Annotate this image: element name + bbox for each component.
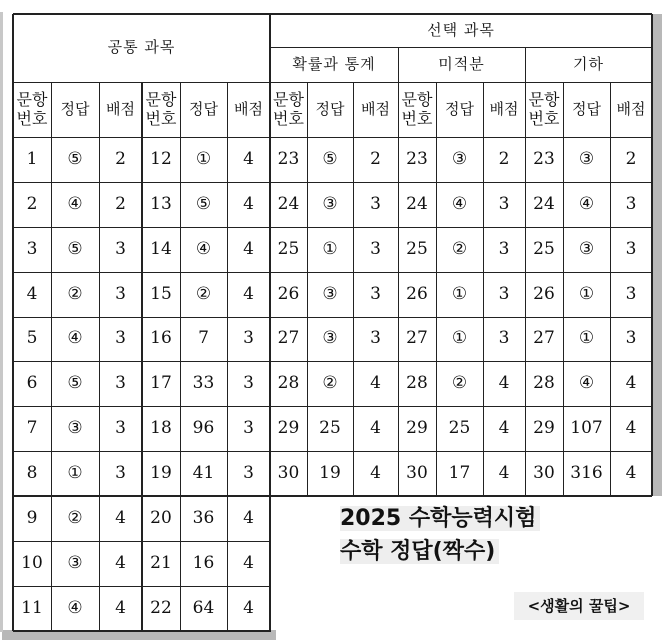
score-cell: 2 [370, 148, 381, 169]
question-number: 15 [150, 283, 172, 304]
score-cell: 4 [498, 417, 510, 438]
col-header-score: 배점 [106, 99, 135, 118]
answer-cell: ③ [322, 283, 338, 304]
score-cell: 3 [243, 372, 254, 393]
answer-cell: ④ [195, 238, 212, 259]
score-cell: 4 [370, 372, 381, 393]
score-cell: 3 [625, 283, 637, 304]
header-common: 공통 과목 [107, 38, 176, 57]
col-header-number-part: 번호 [528, 108, 560, 128]
answer-cell: ③ [578, 238, 595, 259]
score-cell: 4 [243, 283, 254, 304]
h-rule [13, 227, 652, 228]
score-cell: 4 [498, 462, 510, 483]
score-cell: 4 [243, 238, 254, 259]
score-cell: 3 [243, 417, 254, 438]
answer-cell: 25 [319, 417, 341, 438]
score-cell: 2 [498, 148, 510, 169]
table-left-rule [12, 14, 14, 631]
question-number: 25 [533, 238, 555, 259]
question-number: 30 [406, 462, 428, 483]
header-elective: 선택 과목 [427, 20, 495, 39]
col-header-score: 배점 [489, 99, 519, 118]
score-cell: 3 [625, 328, 637, 349]
h-rule [13, 82, 652, 83]
score-cell: 4 [625, 417, 637, 438]
question-number: 27 [533, 328, 555, 349]
col-header-number [142, 82, 180, 137]
question-number: 26 [406, 283, 428, 304]
score-cell: 3 [243, 462, 254, 483]
answer-cell: 41 [192, 462, 215, 483]
col-header-answer: 정답 [445, 99, 474, 118]
col-header-score: 배점 [616, 99, 646, 118]
question-number: 27 [406, 328, 428, 349]
v-rule [525, 47, 526, 496]
score-cell: 3 [115, 417, 126, 438]
score-cell: 3 [115, 238, 126, 259]
col-header-number-part: 문항 [16, 90, 48, 110]
question-number: 29 [533, 417, 555, 438]
question-number: 1 [26, 148, 38, 169]
v-rule [610, 82, 611, 496]
score-cell: 4 [370, 417, 381, 438]
score-cell: 3 [115, 372, 126, 393]
answer-cell: 316 [570, 462, 603, 483]
col-header-number-part: 문항 [273, 90, 304, 110]
header-calculus: 미적분 [438, 54, 485, 73]
answer-cell: 36 [192, 507, 215, 528]
answer-cell: ③ [451, 148, 468, 169]
question-number: 23 [533, 148, 555, 169]
h-rule [13, 361, 652, 362]
score-cell: 3 [498, 193, 510, 214]
answer-cell: ⑤ [67, 148, 83, 169]
table-top-rule [13, 13, 652, 15]
h-rule [13, 137, 652, 138]
header-prob-stat: 확률과 통계 [292, 54, 376, 73]
score-cell: 4 [243, 552, 254, 573]
answer-cell: 25 [448, 417, 471, 438]
col-header-number-part: 문항 [401, 90, 433, 110]
header-geometry: 기하 [573, 54, 604, 73]
answer-cell: ① [322, 238, 338, 259]
score-cell: 3 [625, 238, 637, 259]
score-cell: 3 [498, 238, 510, 259]
score-cell: 4 [115, 597, 126, 618]
answer-cell: ⑤ [322, 148, 338, 169]
answer-cell: ⑤ [67, 372, 83, 393]
answer-cell: ① [578, 328, 595, 349]
col-header-number-part: 번호 [16, 108, 48, 128]
h-rule [13, 451, 652, 452]
question-number: 11 [21, 597, 43, 618]
score-cell: 4 [625, 372, 637, 393]
answer-cell: ⑤ [67, 238, 83, 259]
question-number: 29 [277, 417, 300, 438]
answer-cell: ④ [578, 193, 595, 214]
question-number: 9 [26, 507, 38, 528]
answer-cell: ② [451, 238, 468, 259]
answer-cell: ⑤ [195, 193, 212, 214]
question-number: 21 [150, 552, 172, 573]
col-header-answer: 정답 [189, 99, 218, 118]
score-cell: 3 [370, 238, 381, 259]
answer-cell: 107 [570, 417, 603, 438]
answer-cell: ② [67, 283, 83, 304]
question-number: 27 [277, 328, 300, 349]
answer-cell: ② [322, 372, 338, 393]
col-header-number-part: 문항 [528, 90, 560, 110]
answer-cell: ④ [578, 372, 595, 393]
question-number: 28 [277, 372, 300, 393]
answer-cell: 16 [192, 552, 215, 573]
score-cell: 2 [625, 148, 637, 169]
question-number: 22 [150, 597, 172, 618]
col-header-answer: 정답 [572, 99, 601, 118]
h-rule [270, 47, 652, 48]
answer-cell: 96 [192, 417, 215, 438]
col-header-score: 배점 [234, 99, 263, 118]
shadow-right [653, 14, 662, 496]
v-rule [353, 82, 354, 496]
h-rule [13, 495, 652, 497]
col-header-number-part: 번호 [401, 108, 433, 128]
question-number: 8 [26, 462, 38, 483]
question-number: 12 [150, 148, 172, 169]
col-header-number [525, 82, 563, 137]
answer-cell: ④ [451, 193, 468, 214]
answer-cell: 17 [448, 462, 471, 483]
v-rule [307, 82, 308, 496]
question-number: 23 [406, 148, 428, 169]
question-number: 16 [150, 328, 172, 349]
score-cell: 3 [498, 328, 510, 349]
answer-cell: ① [67, 462, 83, 483]
score-cell: 4 [115, 507, 126, 528]
answer-cell: 19 [319, 462, 341, 483]
answer-cell: ② [195, 283, 212, 304]
answer-cell: 33 [192, 372, 215, 393]
col-header-number-part: 번호 [145, 108, 177, 128]
question-number: 28 [533, 372, 555, 393]
question-number: 25 [406, 238, 428, 259]
title-line-2: 수학 정답(짝수) [340, 539, 499, 564]
score-cell: 3 [370, 283, 381, 304]
question-number: 4 [26, 283, 38, 304]
v-rule [398, 47, 399, 496]
title-block [340, 502, 570, 568]
score-cell: 3 [115, 462, 126, 483]
col-header-number-part: 문항 [145, 90, 177, 110]
answer-cell: ④ [67, 193, 83, 214]
question-number: 2 [26, 193, 38, 214]
question-number: 29 [406, 417, 428, 438]
answer-cell: ③ [322, 193, 338, 214]
v-rule [227, 82, 228, 631]
answer-cell: ③ [322, 328, 338, 349]
question-number: 13 [150, 193, 172, 214]
question-number: 14 [150, 238, 172, 259]
common-split-rule [141, 82, 143, 631]
v-rule [483, 82, 484, 496]
v-rule [436, 82, 437, 496]
question-number: 24 [277, 193, 300, 214]
answer-cell: ① [451, 283, 468, 304]
question-number: 26 [533, 283, 555, 304]
score-cell: 3 [115, 328, 126, 349]
v-rule [180, 82, 181, 631]
question-number: 3 [26, 238, 38, 259]
question-number: 30 [533, 462, 555, 483]
h-rule [13, 406, 652, 407]
score-cell: 2 [115, 148, 126, 169]
question-number: 5 [26, 328, 38, 349]
answer-cell: 64 [192, 597, 215, 618]
h-rule [13, 182, 652, 183]
score-cell: 4 [243, 507, 254, 528]
answer-cell: ③ [67, 417, 83, 438]
title-line-1: 2025 수학능력시험 [340, 506, 540, 531]
score-cell: 4 [243, 193, 254, 214]
question-number: 18 [150, 417, 172, 438]
question-number: 24 [406, 193, 428, 214]
score-cell: 4 [243, 597, 254, 618]
col-header-answer: 정답 [315, 99, 345, 118]
answer-cell: ① [578, 283, 595, 304]
question-number: 26 [277, 283, 300, 304]
col-header-number [398, 82, 436, 137]
answer-cell: ② [67, 507, 83, 528]
credit-label: <생활의 꿀팁> [514, 592, 644, 620]
col-header-number-part: 번호 [273, 108, 304, 128]
answer-cell: ④ [67, 597, 83, 618]
score-cell: 3 [370, 328, 381, 349]
common-elective-rule [269, 14, 271, 631]
score-cell: 4 [243, 148, 254, 169]
col-header-answer: 정답 [60, 99, 90, 118]
score-cell: 3 [115, 283, 126, 304]
answer-cell: ③ [578, 148, 595, 169]
v-rule [563, 82, 564, 496]
question-number: 6 [26, 372, 38, 393]
question-number: 19 [150, 462, 172, 483]
question-number: 20 [150, 507, 172, 528]
question-number: 30 [277, 462, 300, 483]
score-cell: 4 [625, 462, 637, 483]
answer-cell: ① [451, 328, 468, 349]
question-number: 25 [277, 238, 300, 259]
score-cell: 2 [115, 193, 126, 214]
score-cell: 4 [115, 552, 126, 573]
v-rule [51, 82, 52, 631]
answer-cell: ④ [67, 328, 83, 349]
question-number: 24 [533, 193, 555, 214]
question-number: 10 [21, 552, 43, 573]
score-cell: 3 [625, 193, 637, 214]
table-right-rule [651, 14, 653, 496]
answer-cell: ① [195, 148, 212, 169]
shadow-left [0, 12, 3, 632]
answer-cell: ③ [67, 552, 83, 573]
score-cell: 4 [498, 372, 510, 393]
score-cell: 4 [370, 462, 381, 483]
col-header-score: 배점 [361, 99, 390, 118]
score-cell: 3 [498, 283, 510, 304]
question-number: 17 [150, 372, 172, 393]
col-header-number [13, 82, 51, 137]
question-number: 23 [277, 148, 300, 169]
h-rule [13, 272, 652, 273]
question-number: 7 [26, 417, 38, 438]
v-rule [99, 82, 100, 631]
h-rule [13, 317, 652, 318]
question-number: 28 [406, 372, 428, 393]
col-header-number [270, 82, 307, 137]
score-cell: 3 [370, 193, 381, 214]
answer-cell: ② [451, 372, 468, 393]
score-cell: 3 [243, 328, 254, 349]
answer-cell: 7 [198, 328, 209, 349]
